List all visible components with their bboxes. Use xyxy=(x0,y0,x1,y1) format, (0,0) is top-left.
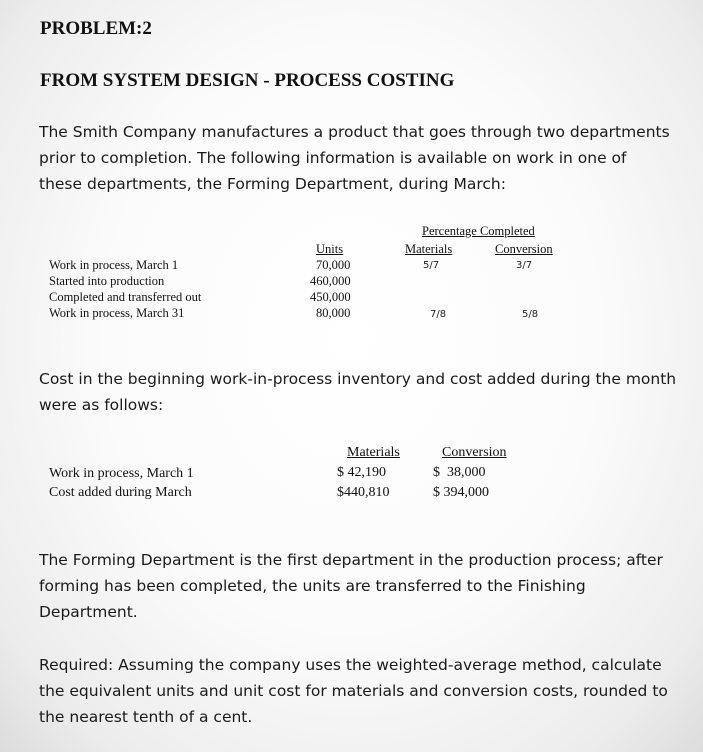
intro-paragraph xyxy=(39,119,670,197)
cost-intro-line: were as follows: xyxy=(39,396,164,414)
table-row-label: Work in process, March 31 xyxy=(49,306,185,320)
table-row-materials: 7/8 xyxy=(430,309,447,320)
conversion-header: Conversion xyxy=(495,242,553,256)
cost-row-conversion: $ 38,000 xyxy=(433,465,486,480)
required-line: the equivalent units and unit cost for materials and conversion costs, rounded to xyxy=(39,682,668,700)
table-row-units: 80,000 xyxy=(316,306,351,320)
cost-intro-paragraph xyxy=(39,366,676,418)
forming-paragraph xyxy=(39,547,663,625)
problem-title: PROBLEM:2 xyxy=(40,18,152,39)
forming-line: Department. xyxy=(39,603,138,621)
intro-line: these departments, the Forming Department, during March: xyxy=(39,175,506,193)
table-row-units: 450,000 xyxy=(310,290,351,304)
table-row-conversion: 3/7 xyxy=(516,260,533,271)
cost-row-label: Work in process, March 1 xyxy=(49,466,194,481)
cost-row-materials: $ 42,190 xyxy=(337,465,386,480)
materials-header: Materials xyxy=(405,242,453,256)
table-row-units: 70,000 xyxy=(316,258,351,272)
required-paragraph xyxy=(39,652,668,730)
cost-row-conversion: $ 394,000 xyxy=(433,485,489,500)
units-header: Units xyxy=(316,242,344,256)
table-row-units: 460,000 xyxy=(310,274,351,288)
cost-conversion-header: Conversion xyxy=(442,445,507,460)
table-row-label: Work in process, March 1 xyxy=(49,258,179,272)
forming-line: forming has been completed, the units are transferred to the Finishing xyxy=(39,577,586,595)
cost-row-label: Cost added during March xyxy=(49,485,192,500)
percentage-completed-header: Percentage Completed xyxy=(422,224,535,238)
forming-line: The Forming Department is the first department in the production process; after xyxy=(39,551,663,569)
cost-materials-header: Materials xyxy=(347,445,400,460)
intro-line: The Smith Company manufactures a product that goes through two departments xyxy=(39,123,670,141)
cost-intro-line: Cost in the beginning work-in-process inventory and cost added during the month xyxy=(39,370,677,388)
required-line: Required: Assuming the company uses the weighted-average method, calculate xyxy=(39,656,662,674)
required-line: the nearest tenth of a cent. xyxy=(39,708,253,726)
table-row-materials: 5/7 xyxy=(423,260,440,271)
section-title: FROM SYSTEM DESIGN - PROCESS COSTING xyxy=(40,70,455,91)
table-row-label: Started into production xyxy=(49,274,165,288)
intro-line: prior to completion. The following information is available on work in one of xyxy=(39,149,627,167)
cost-row-materials: $440,810 xyxy=(337,485,390,500)
table-row-conversion: 5/8 xyxy=(522,309,539,320)
table-row-label: Completed and transferred out xyxy=(49,290,202,304)
